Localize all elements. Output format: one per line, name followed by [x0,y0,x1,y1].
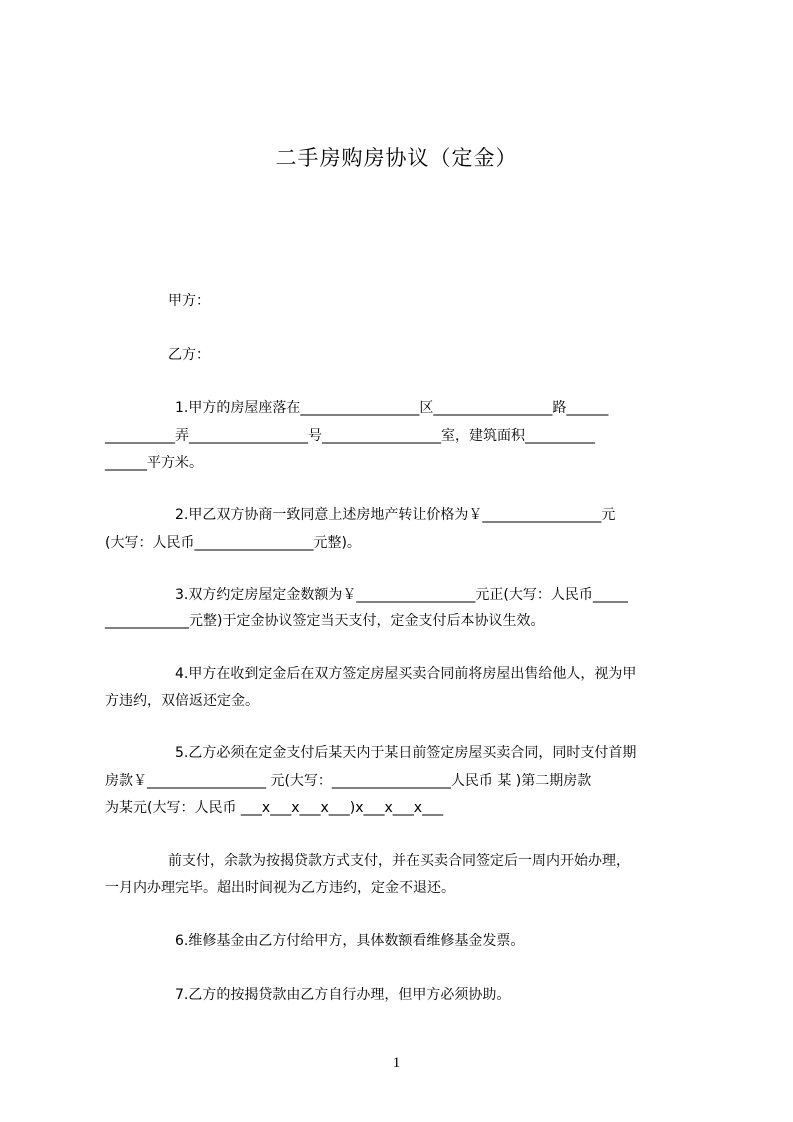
page-title: 二手房购房协议（定金） [275,146,518,170]
clause-6-line-1: 6.维修基金由乙方付给甲方，具体数额看维修基金发票。 [175,933,525,949]
clause-5-line-3: 为某元(大写：人民币 ___x___x___x___)x___x___x___ [105,800,444,816]
clause-1-line-3: ______平方米。 [105,455,203,471]
clause-3-line-2: ____________元整)于定金协议签定当天支付，定金支付后本协议生效。 [105,613,545,629]
clause-1-line-1: 1.甲方的房屋座落在_________________区_________________路______ [175,400,609,416]
clause-2-line-1: 2.甲乙双方协商一致同意上述房地产转让价格为￥_________________元 [175,507,616,523]
continuation-line-1: 前支付，余款为按揭贷款方式支付，并在买卖合同签定后一周内开始办理， [168,853,630,869]
clause-5-line-1: 5.乙方必须在定金支付后某天内于某日前签定房屋买卖合同，同时支付首期 [175,745,637,761]
clause-2-line-2: (大写：人民币_________________元整)。 [105,535,361,551]
clause-4-line-1: 4.甲方在收到定金后在双方签定房屋买卖合同前将房屋出售给他人，视为甲 [175,666,637,682]
party-b-label: 乙方： [168,347,210,363]
clause-7-line-1: 7.乙方的按揭贷款由乙方自行办理，但甲方必须协助。 [175,987,511,1003]
page-number: 1 [392,1055,401,1071]
clause-3-line-1: 3.双方约定房屋定金数额为￥_________________元正(大写：人民币_____ [175,587,628,603]
clause-5-line-2: 房款￥_________________ 元(大写：_________________人民币 某 )第二期房款 [105,773,592,789]
continuation-line-2: 一月内办理完毕。超出时间视为乙方违约，定金不退还。 [105,880,455,896]
clause-1-line-2: __________弄_________________号_________________室，建筑面积__________ [105,428,595,444]
clause-4-line-2: 方违约，双倍返还定金。 [105,693,259,709]
party-a-label: 甲方： [168,293,210,309]
